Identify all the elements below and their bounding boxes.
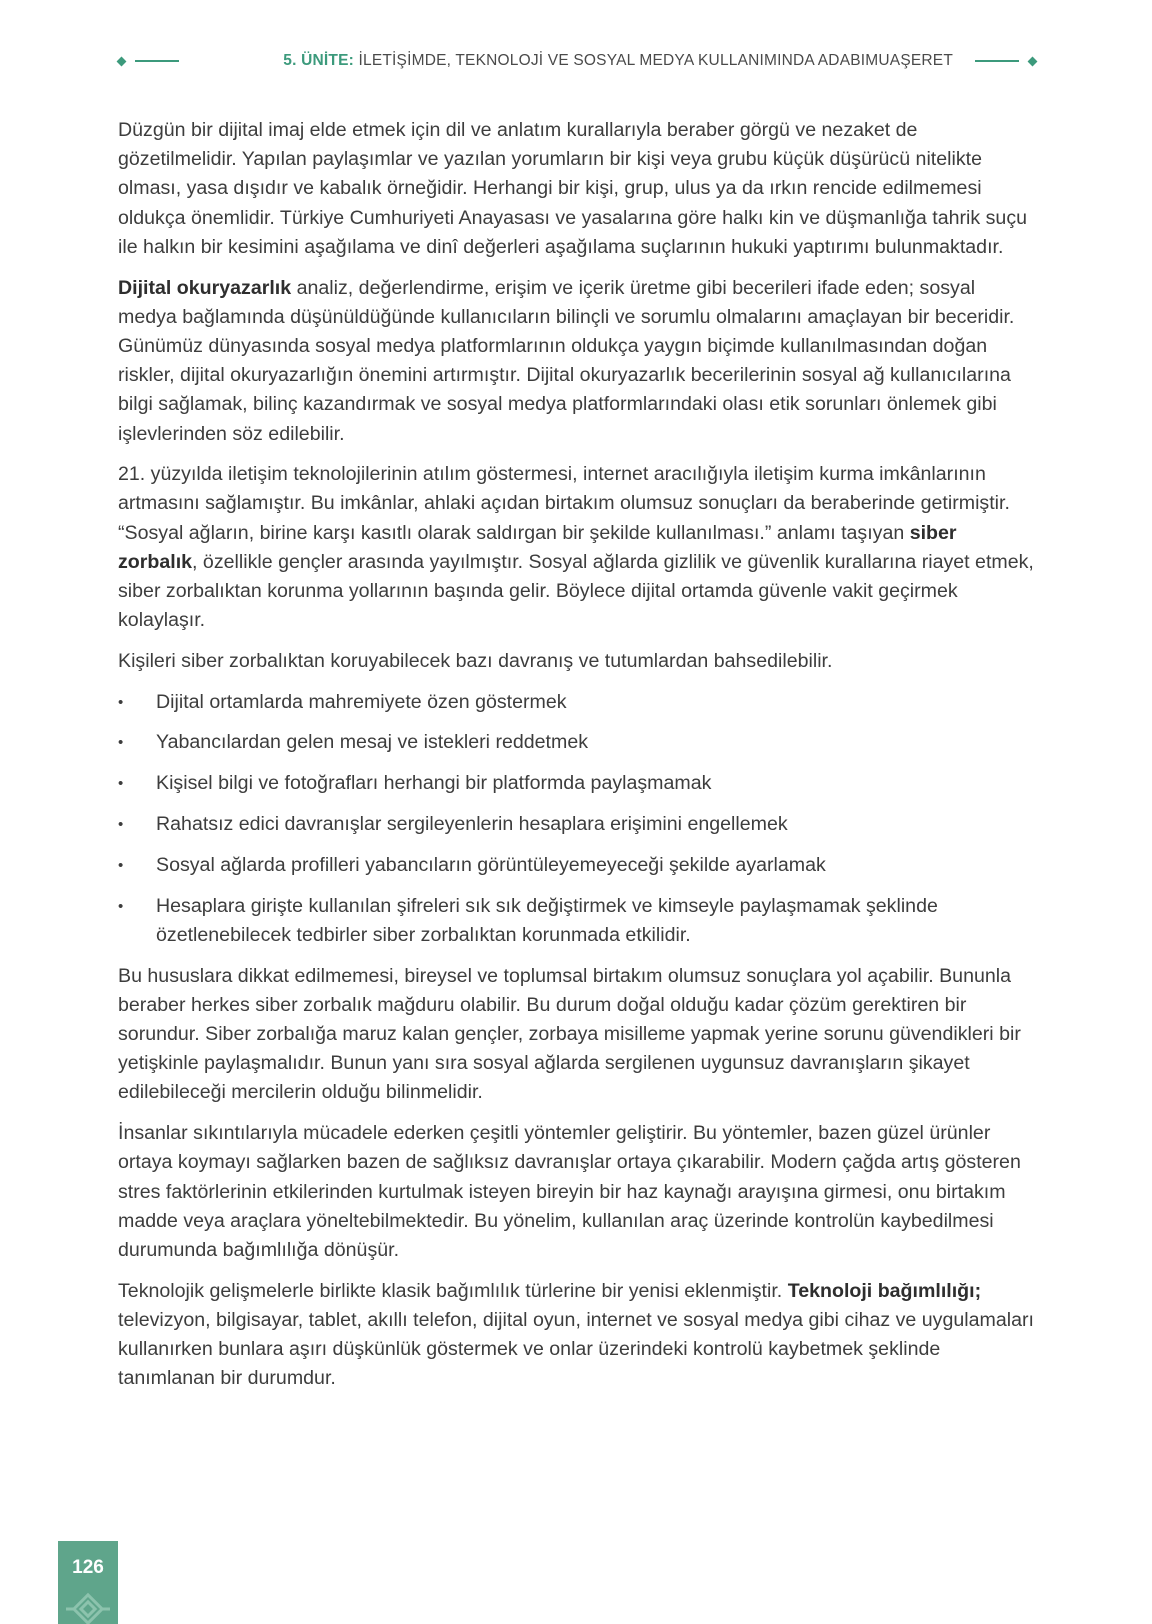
- term-technology-addiction: Teknoloji bağımlılığı;: [787, 1279, 982, 1302]
- paragraph-digital-literacy: [118, 274, 1036, 449]
- list-item: • Rahatsız edici davranışlar sergileyenlerin hesaplara erişimini engellemek: [118, 810, 1036, 839]
- paragraph-list-intro: Kişileri siber zorbalıktan koruyabilecek bazı davranış ve tutumlardan bahsedilebilir.: [118, 649, 833, 672]
- term-cyberbullying: siber zorbalık: [118, 521, 957, 573]
- body-text: [118, 116, 1036, 1405]
- protection-list: [118, 688, 1036, 950]
- paragraph-text: analiz, değerlendirme, erişim ve içerik üretme gibi becerileri ifade eden; sosyal medya bağlamında düşünüldüğünde kullanıcıların bilinçli ve sorumlu olmalarını amaçlayan bir beceridir. Günümüz dünyasında sosyal medya platformlarının oldukça yaygın biçimde kullanılmasından doğan riskler, dijital okuryazarlığın önemini artırmıştır. Dijital okuryazarlık becerilerinin sosyal ağ kullanıcılarına bilgi sağlamak, bilinç kazandırmak ve sosyal medya platformlarındaki olası etik sorunları önlemek gibi işlevlerinden söz edilebilir.: [118, 276, 1015, 445]
- paragraph-text: Teknolojik gelişmelerle birlikte klasik bağımlılık türlerine bir yenisi eklenmiştir.: [118, 1279, 788, 1302]
- paragraph-digital-image: Düzgün bir dijital imaj elde etmek için dil ve anlatım kurallarıyla beraber görgü ve nezaket de gözetilmelidir. Yapılan paylaşımlar ve yazılan yorumların bir kişi veya grubu küçük düşürücü nitelikte olması, yasa dışıdır ve kabalık örneğidir. Herhangi bir kişi, grup, ulus ya da ırkın rencide edilmemesi oldukça önemlidir. Türkiye Cumhuriyeti Anayasası ve yasalarına göre halkı kin ve düşmanlığa tahrik suçu ile halkın bir kesimini aşağılama ve dinî değerleri aşağılama suçlarının hukuki yaptırımı bulunmaktadır.: [118, 119, 1028, 258]
- paragraph-text: , özellikle gençler arasında yayılmıştır. Sosyal ağlarda gizlilik ve güvenlik kurallarına riayet etmek, siber zorbalıktan korunma yollarının başında gelir. Böylece dijital ortamda güvenle vakit geçirmek kolaylaşır.: [118, 550, 1034, 632]
- header-left-ornament: [118, 58, 179, 65]
- paragraph-cyberbullying: [118, 460, 1036, 635]
- list-item: • Yabancılardan gelen mesaj ve istekleri reddetmek: [118, 728, 1036, 757]
- list-item: • Sosyal ağlarda profilleri yabancıların görüntüleyemeyeceği şekilde ayarlamak: [118, 851, 1036, 880]
- header-rule: [135, 60, 179, 62]
- header-rule: [975, 60, 1019, 62]
- unit-label: 5. ÜNİTE:: [283, 52, 354, 69]
- list-item: • Dijital ortamlarda mahremiyete özen göstermek: [118, 688, 1036, 717]
- unit-title: İLETİŞİMDE, TEKNOLOJİ VE SOSYAL MEDYA KULLANIMINDA ADABIMUAŞERET: [358, 52, 953, 69]
- header-right-ornament: [975, 58, 1036, 65]
- list-item: • Kişisel bilgi ve fotoğrafları herhangi bir platformda paylaşmamak: [118, 769, 1036, 798]
- diamond-icon: [117, 56, 127, 66]
- knot-ornament-icon: [64, 1591, 112, 1624]
- running-header: [179, 52, 975, 70]
- paragraph-text: 21. yüzyılda iletişim teknolojilerinin atılım göstermesi, internet aracılığıyla iletişim kurma imkânlarının artmasını sağlamıştır. Bu imkânlar, ahlaki açıdan birtakım olumsuz sonuçları da beraberinde getirmiştir. “Sosyal ağların, birine karşı kasıtlı olarak saldırgan bir şekilde kullanılması.” anlamı taşıyan: [118, 463, 1010, 544]
- term-digital-literacy: Dijital okuryazarlık: [118, 276, 292, 299]
- page-number-tab: [58, 1541, 118, 1624]
- page-number: 126: [72, 1557, 104, 1578]
- page-header: [118, 50, 1036, 72]
- paragraph-text: televizyon, bilgisayar, tablet, akıllı telefon, dijital oyun, internet ve sosyal medya gibi cihaz ve uygulamaları kullanırken bunlara aşırı düşkünlük göstermek ve onlar üzerindeki kontrolü kaybetmek şeklinde tanımlanan bir durumdur.: [118, 1308, 1034, 1390]
- diamond-icon: [1028, 56, 1038, 66]
- paragraph-coping-methods: İnsanlar sıkıntılarıyla mücadele ederken çeşitli yöntemler geliştirir. Bu yöntemler, bazen güzel ürünler ortaya koymayı sağlarken bazen de sağlıksız davranışlar ortaya çıkarabilir. Modern çağda artış gösteren stres faktörlerinin etkilerinden kurtulmak isteyen bireyin bir haz kaynağı arayışına girmesi, onu birtakım madde veya araçlara yöneltebilmektedir. Bu yönelim, kullanılan araç üzerinde kontrolün kaybedilmesi durumunda bağımlılığa dönüşür.: [118, 1122, 1021, 1261]
- paragraph-consequences: Bu hususlara dikkat edilmemesi, bireysel ve toplumsal birtakım olumsuz sonuçlara yol açabilir. Bununla beraber herkes siber zorbalık mağduru olabilir. Bu durum doğal olduğu kadar çözüm gerektiren bir sorundur. Siber zorbalığa maruz kalan gençler, zorbaya misilleme yapmak yerine sorunu güvendikleri bir yetişkinle paylaşmalıdır. Bunun yanı sıra sosyal ağlarda sergilenen uygunsuz davranışların şikayet edilebileceği mercilerin olduğu bilinmelidir.: [118, 964, 1021, 1104]
- list-item: • Hesaplara girişte kullanılan şifreleri sık sık değiştirmek ve kimseyle paylaşmamak şeklinde özetlenebilecek tedbirler siber zorbalıktan korunmada etkilidir.: [118, 892, 1036, 950]
- paragraph-technology-addiction: [118, 1277, 1036, 1394]
